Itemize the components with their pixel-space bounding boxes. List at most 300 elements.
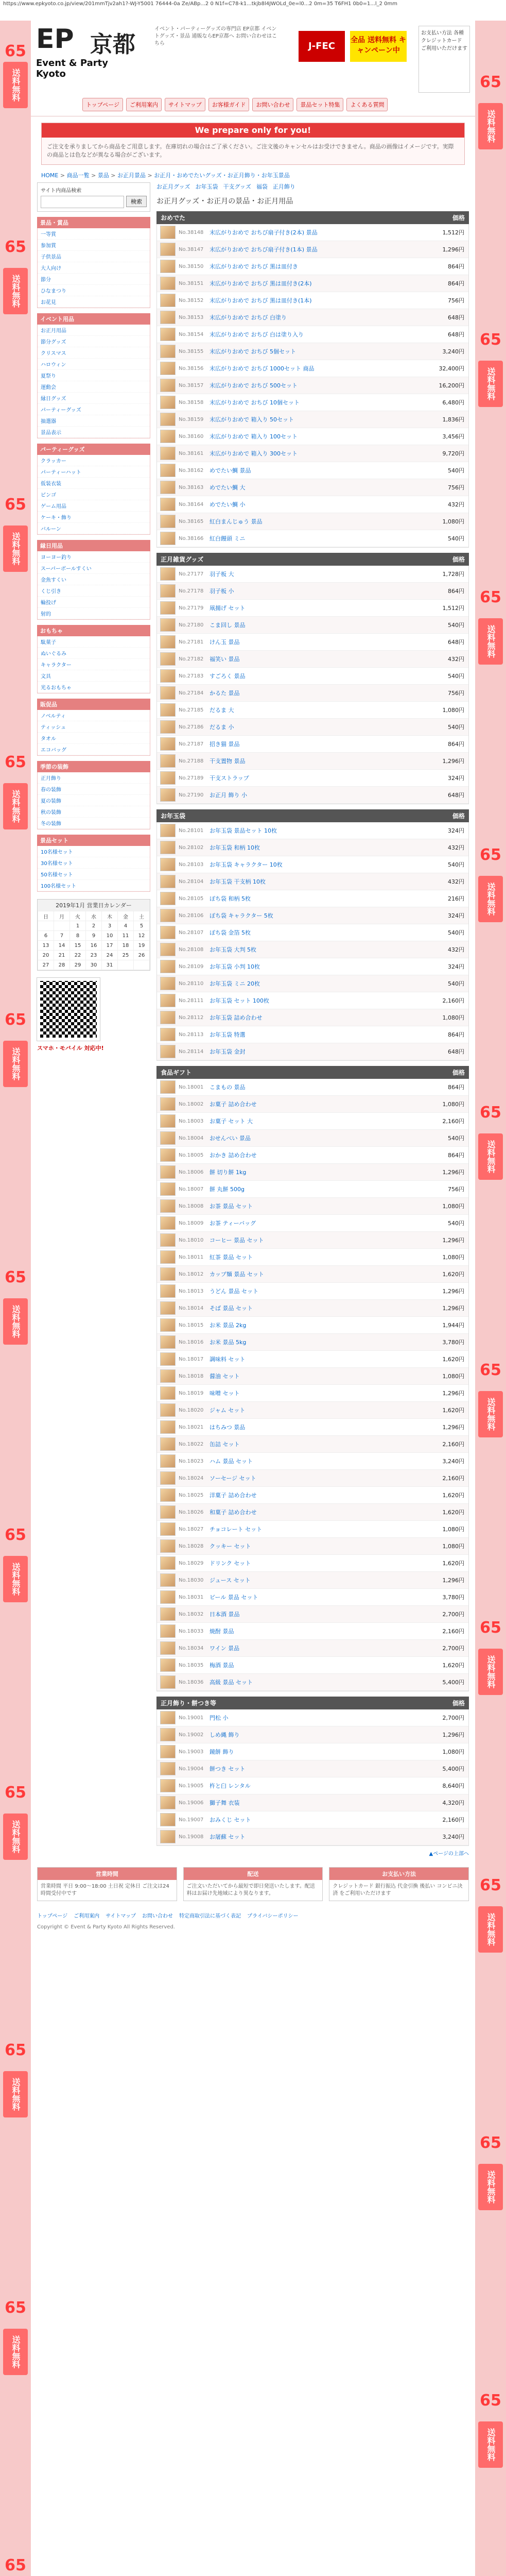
product-thumbnail[interactable] — [160, 1641, 176, 1655]
product-thumbnail[interactable] — [160, 1437, 176, 1451]
product-name[interactable]: ジュース セット — [210, 1577, 251, 1584]
category-item[interactable]: 抽選器 — [38, 415, 150, 427]
product-row[interactable] — [157, 1674, 468, 1691]
product-name[interactable]: コーヒー 景品 セット — [210, 1237, 264, 1244]
product-name[interactable]: 門松 小 — [210, 1715, 229, 1721]
product-name[interactable]: 日本酒 景品 — [210, 1611, 240, 1618]
product-name[interactable]: クッキー セット — [210, 1543, 251, 1550]
product-name[interactable]: けん玉 景品 — [210, 639, 240, 646]
category-item[interactable]: クラッカー — [38, 455, 150, 466]
product-name[interactable]: 杵と臼 レンタル — [210, 1783, 251, 1789]
product-name[interactable]: お年玉袋 セット 100枚 — [210, 997, 269, 1004]
product-thumbnail[interactable] — [160, 1420, 176, 1434]
product-thumbnail[interactable] — [160, 567, 176, 581]
product-thumbnail[interactable] — [160, 1148, 176, 1162]
product-name[interactable]: 末広がりおめで おちび 白は塗り入り — [210, 331, 304, 338]
product-name[interactable]: お菓子 セット 大 — [210, 1118, 253, 1125]
nav-link[interactable]: お問い合わせ — [252, 98, 293, 111]
product-name[interactable]: はちみつ 景品 — [210, 1424, 246, 1431]
product-name[interactable]: お年玉袋 景品セット 10枚 — [210, 827, 277, 834]
product-row[interactable] — [157, 1470, 468, 1487]
product-name[interactable]: 餅つき セット — [210, 1766, 246, 1772]
product-row[interactable] — [157, 1232, 468, 1249]
product-thumbnail[interactable] — [160, 226, 176, 239]
product-thumbnail[interactable] — [160, 754, 176, 768]
product-row[interactable] — [157, 1453, 468, 1470]
product-name[interactable]: だるま 大 — [210, 707, 234, 714]
product-thumbnail[interactable] — [160, 430, 176, 443]
product-name[interactable]: お年玉袋 ミニ 20枚 — [210, 980, 260, 987]
product-row[interactable] — [157, 600, 468, 617]
product-thumbnail[interactable] — [160, 1624, 176, 1638]
category-item[interactable]: 冬の装飾 — [38, 818, 150, 829]
product-thumbnail[interactable] — [160, 1233, 176, 1247]
product-thumbnail[interactable] — [160, 618, 176, 632]
product-row[interactable] — [157, 1164, 468, 1181]
product-thumbnail[interactable] — [160, 277, 176, 290]
product-name[interactable]: 末広がりおめで 箱入り 50セット — [210, 416, 294, 423]
product-thumbnail[interactable] — [160, 1590, 176, 1604]
product-thumbnail[interactable] — [160, 1131, 176, 1145]
product-row[interactable] — [157, 1215, 468, 1232]
product-thumbnail[interactable] — [160, 1267, 176, 1281]
category-item[interactable]: 春の装飾 — [38, 784, 150, 795]
category-item[interactable]: 縁日グッズ — [38, 393, 150, 404]
product-row[interactable] — [157, 651, 468, 668]
product-name[interactable]: 末広がりおめで おちび 5個セット — [210, 348, 296, 355]
product-thumbnail[interactable] — [160, 481, 176, 494]
category-item[interactable]: ぬいぐるみ — [38, 648, 150, 659]
product-name[interactable]: ジャム セット — [210, 1407, 246, 1414]
product-thumbnail[interactable] — [160, 345, 176, 358]
product-row[interactable] — [157, 1436, 468, 1453]
product-row[interactable] — [157, 275, 468, 292]
category-item[interactable]: 景品表示 — [38, 427, 150, 438]
product-thumbnail[interactable] — [160, 1250, 176, 1264]
footer-link[interactable]: お問い合わせ — [142, 1913, 173, 1919]
product-name[interactable]: お年玉袋 特選 — [210, 1031, 246, 1038]
product-name[interactable]: 末広がりおめで おちび 黒は皿付き(2本) — [210, 280, 312, 287]
category-item[interactable]: お花見 — [38, 296, 150, 308]
product-row[interactable] — [157, 1266, 468, 1283]
product-thumbnail[interactable] — [160, 875, 176, 888]
product-name[interactable]: 凧揚げ セット — [210, 605, 246, 612]
product-row[interactable] — [157, 1521, 468, 1538]
product-name[interactable]: 干支ストラップ — [210, 775, 249, 782]
product-name[interactable]: 焼酎 景品 — [210, 1628, 234, 1635]
product-name[interactable]: お年玉袋 金封 — [210, 1048, 246, 1055]
product-thumbnail[interactable] — [160, 362, 176, 375]
category-item[interactable]: 30名様セット — [38, 857, 150, 869]
product-thumbnail[interactable] — [160, 788, 176, 802]
product-row[interactable] — [157, 1096, 468, 1113]
category-item[interactable]: くじ引き — [38, 585, 150, 597]
product-name[interactable]: 高級 景品 セット — [210, 1679, 253, 1686]
product-row[interactable] — [157, 1589, 468, 1606]
category-item[interactable]: お正月用品 — [38, 325, 150, 336]
product-thumbnail[interactable] — [160, 1711, 176, 1724]
product-row[interactable] — [157, 822, 468, 839]
product-row[interactable] — [157, 292, 468, 309]
category-item[interactable]: 光るおもちゃ — [38, 682, 150, 693]
product-row[interactable] — [157, 1572, 468, 1589]
product-name[interactable]: かるた 景品 — [210, 690, 240, 697]
product-name[interactable]: うどん 景品 セット — [210, 1288, 258, 1295]
product-thumbnail[interactable] — [160, 601, 176, 615]
product-thumbnail[interactable] — [160, 652, 176, 666]
product-name[interactable]: 鏡餅 飾り — [210, 1749, 234, 1755]
product-name[interactable]: カップ麺 景品 セット — [210, 1271, 264, 1278]
product-row[interactable] — [157, 411, 468, 428]
product-name[interactable]: 紅茶 景品 セット — [210, 1254, 253, 1261]
product-row[interactable] — [157, 856, 468, 873]
category-item[interactable]: 一等賞 — [38, 228, 150, 240]
product-row[interactable] — [157, 1079, 468, 1096]
category-tab[interactable]: 干支グッズ — [223, 183, 251, 190]
product-name[interactable]: 末広がりおめで おちび扇子付き(1本) 景品 — [210, 246, 318, 253]
product-name[interactable]: お年玉袋 干支柄 10枚 — [210, 878, 266, 885]
category-tab[interactable]: お正月グッズ — [156, 183, 190, 190]
category-item[interactable]: キャラクター — [38, 659, 150, 670]
product-row[interactable] — [157, 428, 468, 445]
category-item[interactable]: タオル — [38, 733, 150, 744]
product-name[interactable]: 餅 丸餅 500g — [210, 1186, 245, 1193]
breadcrumb-item[interactable]: 商品一覧 — [66, 172, 90, 179]
breadcrumb-item[interactable]: 景品 — [97, 172, 109, 179]
product-thumbnail[interactable] — [160, 737, 176, 751]
product-row[interactable] — [157, 1794, 468, 1811]
product-thumbnail[interactable] — [160, 1505, 176, 1519]
product-name[interactable]: チョコレート セット — [210, 1526, 263, 1533]
product-row[interactable] — [157, 1606, 468, 1623]
product-thumbnail[interactable] — [160, 686, 176, 700]
product-thumbnail[interactable] — [160, 1539, 176, 1553]
category-item[interactable]: 正月飾り — [38, 772, 150, 784]
product-row[interactable] — [157, 343, 468, 360]
product-row[interactable] — [157, 1368, 468, 1385]
product-thumbnail[interactable] — [160, 464, 176, 477]
product-row[interactable] — [157, 1317, 468, 1334]
product-name[interactable]: お菓子 詰め合わせ — [210, 1101, 257, 1108]
category-item[interactable]: 大人向け — [38, 262, 150, 274]
category-item[interactable]: 10名様セット — [38, 846, 150, 857]
product-row[interactable] — [157, 462, 468, 479]
product-name[interactable]: 末広がりおめで おちび扇子付き(2本) 景品 — [210, 229, 318, 236]
product-name[interactable]: ビール 景品 セット — [210, 1594, 258, 1601]
category-item[interactable]: エコバッグ — [38, 744, 150, 755]
breadcrumb-item[interactable]: お正月・おめでたいグッズ・お正月飾り・お年玉景品 — [154, 172, 290, 179]
product-name[interactable]: 羽子板 小 — [210, 588, 234, 595]
product-name[interactable]: お年玉袋 詰め合わせ — [210, 1014, 263, 1021]
product-name[interactable]: 紅白まんじゅう 景品 — [210, 518, 263, 525]
product-name[interactable]: 味噌 セット — [210, 1390, 240, 1397]
product-row[interactable] — [157, 1181, 468, 1198]
category-item[interactable]: ハロウィン — [38, 359, 150, 370]
category-item[interactable]: 秋の装飾 — [38, 806, 150, 818]
product-thumbnail[interactable] — [160, 960, 176, 973]
product-row[interactable] — [157, 1640, 468, 1657]
product-row[interactable] — [157, 1811, 468, 1828]
product-name[interactable]: お茶 ティーバッグ — [210, 1220, 256, 1227]
product-row[interactable] — [157, 1760, 468, 1777]
product-name[interactable]: お米 景品 2kg — [210, 1322, 247, 1329]
product-name[interactable]: 干支置物 景品 — [210, 758, 246, 765]
product-row[interactable] — [157, 634, 468, 651]
product-thumbnail[interactable] — [160, 1573, 176, 1587]
category-tab[interactable]: 正月飾り — [272, 183, 295, 190]
product-thumbnail[interactable] — [160, 909, 176, 922]
product-thumbnail[interactable] — [160, 926, 176, 939]
category-item[interactable]: 節分 — [38, 274, 150, 285]
product-thumbnail[interactable] — [160, 1796, 176, 1809]
nav-link[interactable]: よくある質問 — [346, 98, 388, 111]
product-row[interactable] — [157, 224, 468, 241]
product-name[interactable]: ワイン 景品 — [210, 1645, 240, 1652]
product-row[interactable] — [157, 1743, 468, 1760]
footer-link[interactable]: ご利用案内 — [74, 1913, 100, 1919]
product-thumbnail[interactable] — [160, 943, 176, 956]
search-button[interactable]: 検索 — [126, 196, 147, 207]
product-row[interactable] — [157, 958, 468, 975]
product-row[interactable] — [157, 566, 468, 583]
product-row[interactable] — [157, 1726, 468, 1743]
product-row[interactable] — [157, 719, 468, 736]
product-row[interactable] — [157, 1300, 468, 1317]
product-name[interactable]: 紅白饅頭 ミニ — [210, 535, 246, 542]
product-row[interactable] — [157, 1828, 468, 1845]
product-name[interactable]: めでたい鯛 小 — [210, 501, 246, 508]
product-thumbnail[interactable] — [160, 1318, 176, 1332]
product-row[interactable] — [157, 394, 468, 411]
product-row[interactable] — [157, 1198, 468, 1215]
product-name[interactable]: おせんべい 景品 — [210, 1135, 251, 1142]
category-item[interactable]: 子供景品 — [38, 251, 150, 262]
product-thumbnail[interactable] — [160, 532, 176, 545]
product-row[interactable] — [157, 924, 468, 941]
product-thumbnail[interactable] — [160, 379, 176, 392]
product-row[interactable] — [157, 496, 468, 513]
category-item[interactable]: 100名様セット — [38, 880, 150, 891]
product-row[interactable] — [157, 1402, 468, 1419]
product-row[interactable] — [157, 583, 468, 600]
product-thumbnail[interactable] — [160, 1745, 176, 1758]
product-name[interactable]: お茶 景品 セット — [210, 1203, 253, 1210]
product-thumbnail[interactable] — [160, 294, 176, 307]
product-thumbnail[interactable] — [160, 1182, 176, 1196]
product-name[interactable]: こまもの 景品 — [210, 1084, 246, 1091]
category-item[interactable]: 夏祭り — [38, 370, 150, 381]
category-item[interactable]: 駄菓子 — [38, 636, 150, 648]
category-item[interactable]: ビンゴ — [38, 489, 150, 500]
product-row[interactable] — [157, 445, 468, 462]
product-name[interactable]: 調味料 セット — [210, 1356, 246, 1363]
product-row[interactable] — [157, 1043, 468, 1060]
product-row[interactable] — [157, 753, 468, 770]
product-name[interactable]: 末広がりおめで おちび 10個セット — [210, 399, 300, 406]
product-row[interactable] — [157, 241, 468, 258]
product-thumbnail[interactable] — [160, 824, 176, 837]
product-thumbnail[interactable] — [160, 413, 176, 426]
product-thumbnail[interactable] — [160, 515, 176, 528]
product-thumbnail[interactable] — [160, 1045, 176, 1058]
product-thumbnail[interactable] — [160, 396, 176, 409]
product-name[interactable]: 招き猫 景品 — [210, 741, 240, 748]
product-row[interactable] — [157, 702, 468, 719]
product-name[interactable]: 末広がりおめで おちび 1000セット 商品 — [210, 365, 315, 372]
product-thumbnail[interactable] — [160, 1830, 176, 1843]
product-name[interactable]: 末広がりおめで おちび 黒は皿付き — [210, 263, 298, 270]
product-thumbnail[interactable] — [160, 243, 176, 256]
category-item[interactable]: スーパーボールすくい — [38, 563, 150, 574]
product-row[interactable] — [157, 685, 468, 702]
product-row[interactable] — [157, 1657, 468, 1674]
product-name[interactable]: お正月 飾り 小 — [210, 792, 247, 799]
footer-link[interactable]: 特定商取引法に基づく表記 — [179, 1913, 241, 1919]
product-thumbnail[interactable] — [160, 1471, 176, 1485]
category-item[interactable]: 射的 — [38, 608, 150, 619]
product-thumbnail[interactable] — [160, 635, 176, 649]
product-row[interactable] — [157, 907, 468, 924]
product-thumbnail[interactable] — [160, 1607, 176, 1621]
product-name[interactable]: 醤油 セット — [210, 1373, 240, 1380]
product-thumbnail[interactable] — [160, 1216, 176, 1230]
product-thumbnail[interactable] — [160, 892, 176, 905]
product-thumbnail[interactable] — [160, 1011, 176, 1024]
product-thumbnail[interactable] — [160, 703, 176, 717]
category-item[interactable]: 金魚すくい — [38, 574, 150, 585]
category-item[interactable]: パーティーグッズ — [38, 404, 150, 415]
product-name[interactable]: お屠蘇 セット — [210, 1834, 246, 1840]
product-row[interactable] — [157, 1385, 468, 1402]
product-name[interactable]: 羽子板 大 — [210, 571, 234, 578]
product-row[interactable] — [157, 1026, 468, 1043]
category-item[interactable]: 文具 — [38, 670, 150, 682]
footer-link[interactable]: トップページ — [37, 1913, 68, 1919]
footer-link[interactable]: プライバシーポリシー — [247, 1913, 299, 1919]
product-name[interactable]: 福笑い 景品 — [210, 656, 240, 663]
product-row[interactable] — [157, 1623, 468, 1640]
product-thumbnail[interactable] — [160, 1386, 176, 1400]
product-thumbnail[interactable] — [160, 841, 176, 854]
category-item[interactable]: ノベルティ — [38, 710, 150, 721]
product-name[interactable]: 洋菓子 詰め合わせ — [210, 1492, 257, 1499]
product-thumbnail[interactable] — [160, 977, 176, 990]
product-thumbnail[interactable] — [160, 498, 176, 511]
product-thumbnail[interactable] — [160, 311, 176, 324]
product-name[interactable]: ぽち袋 キャラクター 5枚 — [210, 912, 273, 919]
product-row[interactable] — [157, 1538, 468, 1555]
category-item[interactable]: 50名様セット — [38, 869, 150, 880]
product-row[interactable] — [157, 668, 468, 685]
product-row[interactable] — [157, 839, 468, 856]
product-name[interactable]: 餅 切り餅 1kg — [210, 1169, 247, 1176]
product-thumbnail[interactable] — [160, 1522, 176, 1536]
product-name[interactable]: お年玉袋 キャラクター 10枚 — [210, 861, 283, 868]
product-name[interactable]: 梅酒 景品 — [210, 1662, 234, 1669]
product-thumbnail[interactable] — [160, 1335, 176, 1349]
product-row[interactable] — [157, 1555, 468, 1572]
product-name[interactable]: 末広がりおめで おちび 黒は皿付き(1本) — [210, 297, 312, 304]
product-row[interactable] — [157, 1504, 468, 1521]
product-row[interactable] — [157, 736, 468, 753]
product-row[interactable] — [157, 326, 468, 343]
product-name[interactable]: ハム 景品 セット — [210, 1458, 253, 1465]
product-thumbnail[interactable] — [160, 1779, 176, 1792]
product-thumbnail[interactable] — [160, 994, 176, 1007]
product-name[interactable]: お年玉袋 大判 5枚 — [210, 946, 256, 953]
product-row[interactable] — [157, 513, 468, 530]
site-logo[interactable] — [36, 26, 139, 88]
product-row[interactable] — [157, 941, 468, 958]
category-item[interactable]: ティッシュ — [38, 721, 150, 733]
product-row[interactable] — [157, 258, 468, 275]
product-name[interactable]: すごろく 景品 — [210, 673, 246, 680]
nav-link[interactable]: トップページ — [82, 98, 123, 111]
product-name[interactable]: しめ縄 飾り — [210, 1732, 240, 1738]
product-row[interactable] — [157, 309, 468, 326]
product-thumbnail[interactable] — [160, 1813, 176, 1826]
category-item[interactable]: 運動会 — [38, 381, 150, 393]
nav-link[interactable]: サイトマップ — [165, 98, 205, 111]
category-item[interactable]: 節分グッズ — [38, 336, 150, 347]
product-name[interactable]: 末広がりおめで おちび 白塗り — [210, 314, 287, 321]
category-item[interactable]: 輪投げ — [38, 597, 150, 608]
product-name[interactable]: ドリンク セット — [210, 1560, 251, 1567]
product-thumbnail[interactable] — [160, 1762, 176, 1775]
product-name[interactable]: こま回し 景品 — [210, 622, 246, 629]
product-row[interactable] — [157, 787, 468, 804]
product-row[interactable] — [157, 1130, 468, 1147]
product-row[interactable] — [157, 1334, 468, 1351]
product-thumbnail[interactable] — [160, 1454, 176, 1468]
product-row[interactable] — [157, 1283, 468, 1300]
category-item[interactable]: ケーキ・飾り — [38, 512, 150, 523]
category-item[interactable]: 夏の装飾 — [38, 795, 150, 806]
product-thumbnail[interactable] — [160, 447, 176, 460]
product-thumbnail[interactable] — [160, 1556, 176, 1570]
product-thumbnail[interactable] — [160, 771, 176, 785]
product-thumbnail[interactable] — [160, 260, 176, 273]
product-name[interactable]: ぽち袋 和柄 5枚 — [210, 895, 251, 902]
product-row[interactable] — [157, 1147, 468, 1164]
nav-link[interactable]: ご利用案内 — [126, 98, 162, 111]
product-thumbnail[interactable] — [160, 1080, 176, 1094]
product-row[interactable] — [157, 360, 468, 377]
product-thumbnail[interactable] — [160, 584, 176, 598]
product-name[interactable]: 獅子舞 衣装 — [210, 1800, 240, 1806]
category-item[interactable]: 参加賞 — [38, 240, 150, 251]
product-name[interactable]: おみくじ セット — [210, 1817, 251, 1823]
category-item[interactable]: クリスマス — [38, 347, 150, 359]
product-name[interactable]: めでたい鯛 大 — [210, 484, 246, 491]
product-row[interactable] — [157, 1113, 468, 1130]
category-tab[interactable]: お年玉袋 — [195, 183, 218, 190]
product-thumbnail[interactable] — [160, 1199, 176, 1213]
nav-link[interactable]: お客様ガイド — [208, 98, 250, 111]
product-name[interactable]: お年玉袋 和柄 10枚 — [210, 844, 260, 851]
product-name[interactable]: ぽち袋 金箔 5枚 — [210, 929, 251, 936]
product-thumbnail[interactable] — [160, 1165, 176, 1179]
product-thumbnail[interactable] — [160, 720, 176, 734]
product-name[interactable]: 末広がりおめで おちび 500セット — [210, 382, 298, 389]
product-thumbnail[interactable] — [160, 1675, 176, 1689]
product-name[interactable]: おかき 詰め合わせ — [210, 1152, 257, 1159]
product-name[interactable]: 和菓子 詰め合わせ — [210, 1509, 257, 1516]
product-row[interactable] — [157, 890, 468, 907]
product-thumbnail[interactable] — [160, 1369, 176, 1383]
to-top-link[interactable]: ▲ページの上部へ — [429, 1851, 469, 1857]
category-item[interactable]: パーティーハット — [38, 466, 150, 478]
